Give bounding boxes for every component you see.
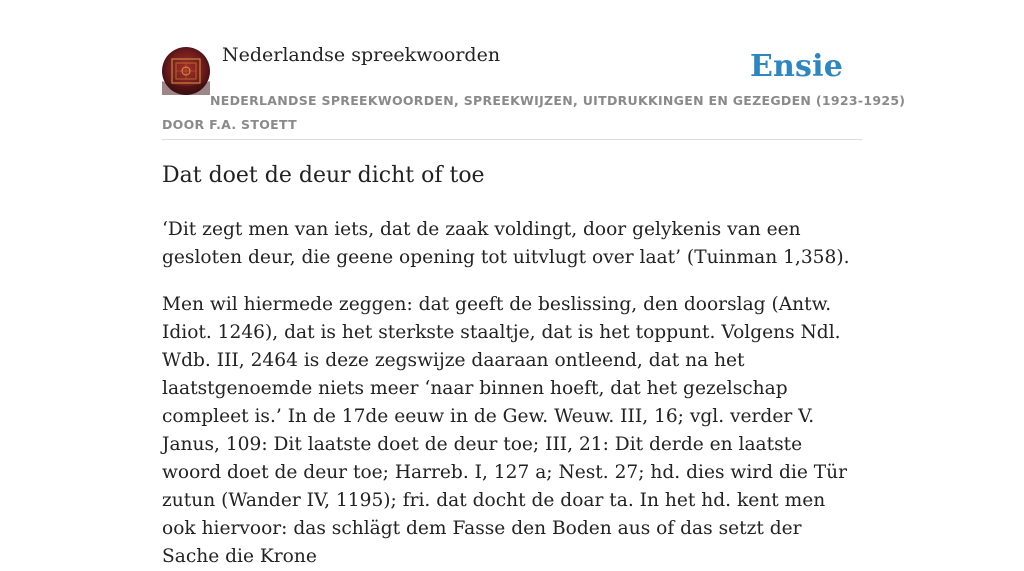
- entry-paragraph: Men wil hiermede zeggen: dat geeft de beslissing, den doorslag (Antw. Idiot. 1246), dat is het sterkste staaltje, dat is het toppunt. Volgens Ndl. Wdb. III, 2464 is deze zegswijze daaraan ontleend, dat na het laatstgenoemde niets meer ‘naar binnen hoeft, dat het gezelschap compleet is.’ In de 17de eeuw in de Gew. Weuw. III, 16; vgl. verder V. Janus, 109: Dit laatste doet de deur toe; III, 21: Dit derde en laatste woord doet de deur toe; Harreb. I, 127 a; Nest. 27; hd. dies wird die Tür zutun (Wander IV, 1195); fri. dat docht de doar ta. In het hd. kent men ook hiervoor: das schlägt dem Fasse den Boden aus of das setzt der Sache die Krone: [162, 294, 847, 567]
- entry-title: Dat doet de deur dicht of toe: [162, 163, 485, 188]
- content-container: [162, 0, 906, 567]
- entry-paragraph: ‘Dit zegt men van iets, dat de zaak voldingt, door gelykenis van een gesloten deur, die geene opening tot uitvlugt over laat’ (Tuinman 1,358).: [162, 219, 850, 268]
- author-line: DOOR F.A. STOETT: [162, 117, 297, 132]
- entry-header: [162, 0, 906, 140]
- book-cover-icon[interactable]: [162, 47, 210, 95]
- book-subtitle: NEDERLANDSE SPREEKWOORDEN, SPREEKWIJZEN, UITDRUKKINGEN EN GEZEGDEN (1923-1925): [210, 93, 906, 108]
- ensie-logo[interactable]: Ensie: [749, 49, 843, 84]
- book-title[interactable]: Nederlandse spreekwoorden: [222, 44, 501, 66]
